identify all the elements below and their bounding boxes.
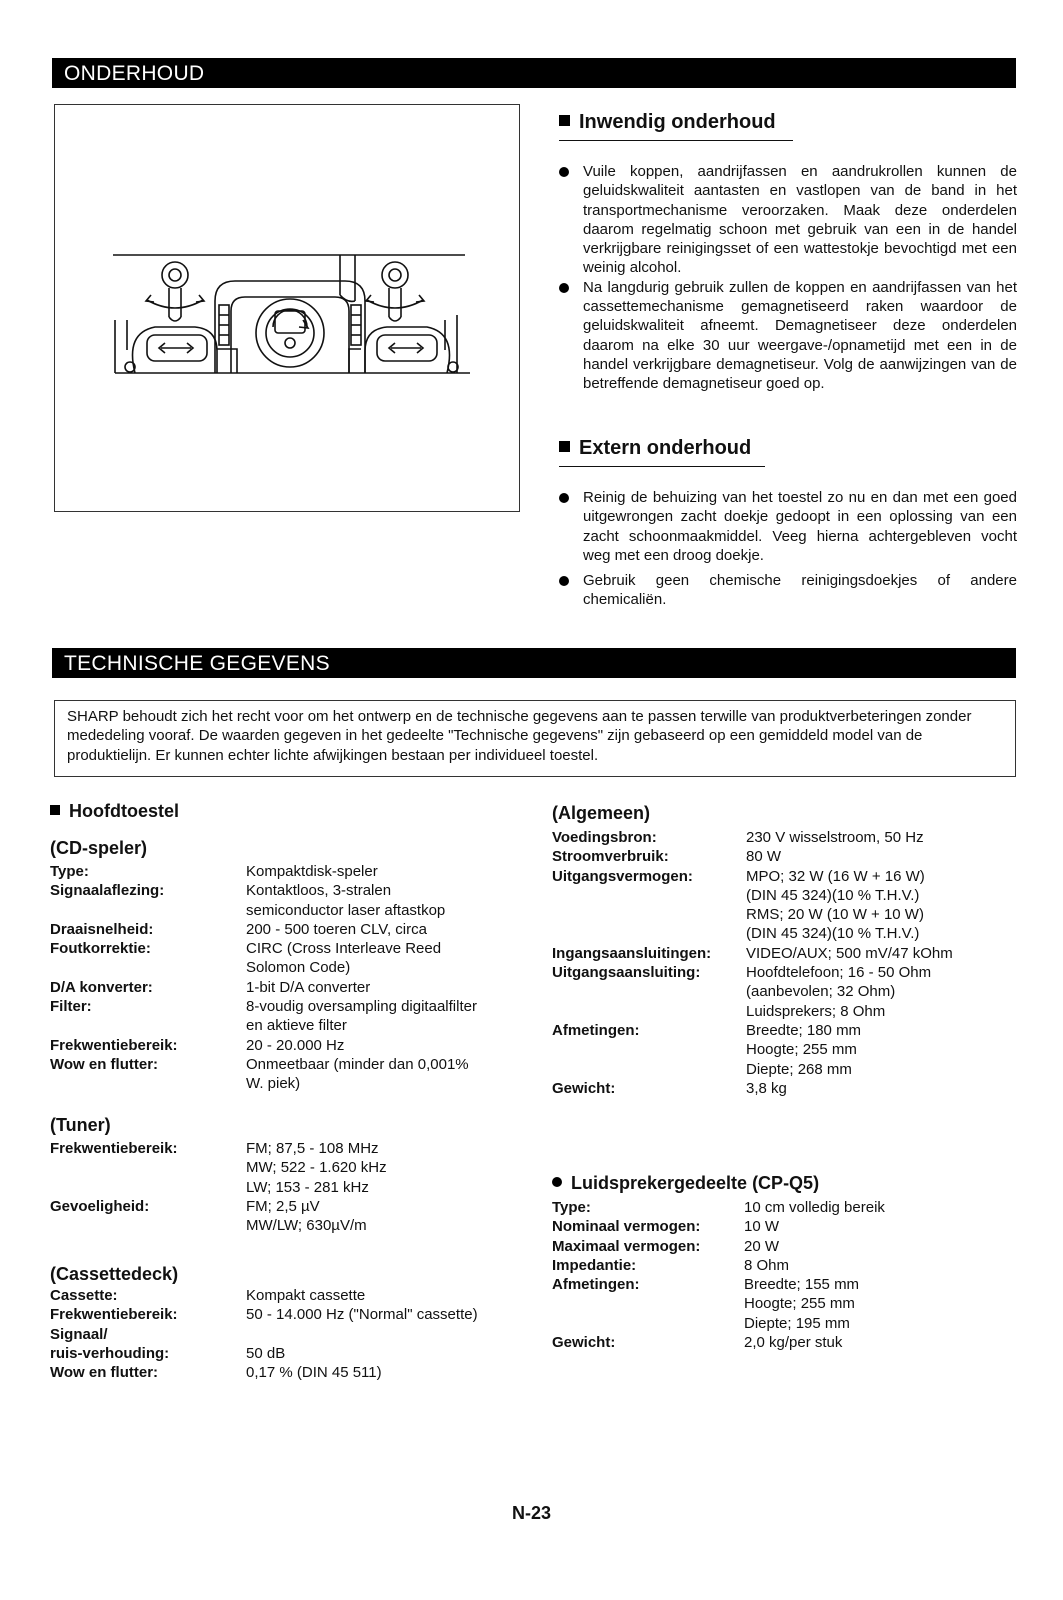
spec-row: [552, 1021, 1006, 1040]
internal-maintenance-list: [559, 162, 1017, 394]
spec-row: [552, 924, 1006, 943]
general-specs: [552, 828, 1006, 1098]
spec-value: 50 dB: [246, 1344, 286, 1362]
tape-heads-diagram: [55, 105, 521, 513]
spec-value: 8-voudig oversampling digitaalfilter en aktieve filter: [246, 998, 477, 1035]
spec-row: [50, 1216, 486, 1235]
spec-value: MW; 522 - 1.620 kHz: [246, 1159, 387, 1177]
spec-row: [552, 1040, 1006, 1059]
spec-label: Draaisnelheid:: [50, 920, 154, 938]
spec-value: LW; 153 - 281 kHz: [246, 1178, 369, 1196]
spec-value: Luidsprekers; 8 Ohm: [746, 1002, 886, 1020]
spec-value: MPO; 32 W (16 W + 16 W): [746, 867, 925, 885]
spec-row: [50, 862, 486, 881]
section-header-maintenance: ONDERHOUD: [52, 58, 1016, 88]
spec-value: Kompaktdisk-speler: [246, 863, 378, 880]
spec-value: RMS; 20 W (10 W + 10 W): [746, 906, 924, 924]
spec-row: [50, 1286, 486, 1305]
spec-row: [552, 944, 1006, 963]
spec-label: [50, 1158, 246, 1177]
general-title: (Algemeen): [552, 803, 651, 823]
square-bullet-icon: [559, 115, 570, 126]
spec-value: (DIN 45 324)(10 % T.H.V.): [746, 886, 920, 904]
square-bullet-icon: [559, 441, 570, 452]
spec-label: Frekwentiebereik:: [50, 1140, 178, 1157]
spec-label: Uitgangsaansluiting:: [552, 964, 701, 982]
spec-row: [552, 1002, 1006, 1021]
speaker-heading: [552, 1173, 819, 1194]
list-item-text: Na langdurig gebruik zullen de koppen en aandrijfassen van het cassettemechanisme gemagnetiseerd raken waardoor de geluidskwaliteit afneemt. Demagnetiseer deze onderdelen daarom na elke 30 uur weergave-/opnametijd met een in de handel verkrijgbare demagnetiseur. Volg de aanwijzingen van de betreffende demagnetiseur goed op.: [583, 278, 1017, 393]
spec-label: Maximaal vermogen:: [552, 1237, 701, 1255]
spec-value: 230 V wisselstroom, 50 Hz: [746, 829, 924, 846]
spec-value: 10 W: [744, 1218, 780, 1236]
spec-row: [552, 1314, 1004, 1333]
spec-value: MW/LW; 630µV/m: [246, 1217, 367, 1235]
cassette-deck-title: (Cassettedeck): [50, 1264, 179, 1284]
spec-value: Kontaktloos, 3-stralen semiconductor laser aftastkop: [246, 882, 446, 919]
spec-row: [50, 1158, 486, 1177]
spec-value: 200 - 500 toeren CLV, circa: [246, 920, 427, 938]
spec-value: 8 Ohm: [744, 1256, 790, 1274]
spec-value: [246, 1325, 486, 1344]
spec-value: Diepte; 268 mm: [746, 1060, 852, 1078]
spec-label: Impedantie:: [552, 1256, 637, 1274]
bullet-dot-icon: [559, 283, 569, 293]
tuner-specs: [50, 1139, 486, 1235]
square-bullet-icon: [50, 805, 60, 815]
spec-label: [552, 1314, 744, 1333]
list-item-text: Vuile koppen, aandrijfassen en aandrukrollen kunnen de geluidskwaliteit aantasten en vastlopen van de band in het transportmechanisme veroorzaken. Maak deze onderdelen daarom regelmatig schoon met gebruik van een in de handel verkrijgbare reinigingsset of een wattestokje bevochtigd met een weinig alcohol.: [583, 163, 1017, 277]
spec-value: 1-bit D/A converter: [246, 978, 371, 996]
spec-value: 50 - 14.000 Hz ("Normal" cassette): [246, 1306, 478, 1324]
spec-value: Onmeetbaar (minder dan 0,001% W. piek): [246, 1055, 469, 1093]
spec-label: [552, 1294, 744, 1313]
cd-player-title: (CD-speler): [50, 838, 148, 858]
spec-row: [552, 847, 1006, 866]
main-unit-heading-text: Hoofdtoestel: [69, 801, 179, 821]
spec-row: [50, 1197, 486, 1216]
bullet-dot-icon: [559, 493, 569, 503]
spec-label: Filter:: [50, 998, 92, 1016]
spec-label: ruis-verhouding:: [50, 1344, 170, 1362]
spec-label: Cassette:: [50, 1287, 118, 1304]
spec-value: Diepte; 195 mm: [744, 1314, 850, 1332]
spec-label: Foutkorrektie:: [50, 940, 151, 958]
spec-row: [552, 982, 1006, 1001]
list-item-text: Gebruik geen chemische reinigingsdoekjes of andere chemicaliën.: [583, 572, 1017, 609]
external-maintenance-heading: [559, 436, 765, 467]
spec-row: [50, 920, 486, 939]
section-header-specs: TECHNISCHE GEGEVENS: [52, 648, 1016, 678]
spec-row: [50, 1325, 486, 1344]
spec-label: [552, 1002, 746, 1021]
list-item: [559, 488, 1017, 565]
spec-label: [552, 1040, 746, 1059]
spec-label: Type:: [50, 863, 89, 880]
spec-label: Signaalaflezing:: [50, 882, 165, 900]
spec-row: [50, 939, 486, 978]
spec-value: (aanbevolen; 32 Ohm): [746, 983, 896, 1001]
speaker-specs: [552, 1198, 1004, 1352]
page-number: N-23: [511, 1503, 551, 1523]
main-unit-heading: [50, 801, 179, 822]
spec-value: Hoofdtelefoon; 16 - 50 Ohm: [746, 964, 932, 982]
spec-row: [50, 978, 486, 997]
spec-label: D/A konverter:: [50, 978, 153, 996]
notice-box: SHARP behoudt zich het recht voor om het ontwerp en de technische gegevens aan te passen terwille van produktverbeteringen zonder mededeling vooraf. De waarden gegeven in het gedeelte "Technische gegevens" zijn gebaseerd op een gemiddeld model van de produktielijn. Er kunnen echter lichte afwijkingen bestaan per individueel toestel.: [54, 700, 1016, 777]
tuner-title: (Tuner): [50, 1115, 111, 1135]
spec-row: [50, 1055, 486, 1094]
spec-row: [50, 1363, 486, 1382]
spec-value: Hoogte; 255 mm: [746, 1041, 857, 1059]
spec-value: 80 W: [746, 848, 782, 866]
spec-row: [552, 1275, 1004, 1294]
spec-label: Voedingsbron:: [552, 829, 657, 846]
bullet-dot-icon: [552, 1177, 562, 1187]
spec-row: [552, 963, 1006, 982]
spec-label: Signaal/: [50, 1325, 108, 1343]
spec-value: 0,17 % (DIN 45 511): [246, 1364, 382, 1382]
cassette-mechanism-illustration: [54, 104, 520, 512]
spec-value: 2,0 kg/per stuk: [744, 1334, 843, 1352]
spec-value: VIDEO/AUX; 500 mV/47 kOhm: [746, 944, 953, 962]
spec-value: 20 - 20.000 Hz: [246, 1036, 345, 1054]
spec-value: Hoogte; 255 mm: [744, 1295, 855, 1313]
bullet-dot-icon: [559, 167, 569, 177]
internal-maintenance-heading-text: Inwendig onderhoud: [579, 111, 776, 133]
spec-row: [552, 867, 1006, 886]
spec-row: [50, 1344, 486, 1363]
spec-label: Gewicht:: [552, 1079, 616, 1097]
spec-row: [552, 1256, 1004, 1275]
spec-value: (DIN 45 324)(10 % T.H.V.): [746, 925, 920, 943]
spec-row: [552, 905, 1006, 924]
spec-label: Ingangsaansluitingen:: [552, 944, 712, 962]
spec-label: [552, 924, 746, 943]
spec-value: FM; 87,5 - 108 MHz: [246, 1140, 379, 1157]
spec-value: CIRC (Cross Interleave Reed Solomon Code): [246, 940, 442, 977]
spec-value: 3,8 kg: [746, 1079, 787, 1097]
internal-maintenance-heading: [559, 110, 793, 141]
spec-value: 10 cm volledig bereik: [744, 1199, 885, 1216]
spec-label: Frekwentiebereik:: [50, 1036, 178, 1054]
spec-label: Stroomverbruik:: [552, 848, 669, 866]
spec-row: [50, 881, 486, 920]
spec-label: Frekwentiebereik:: [50, 1306, 178, 1324]
spec-row: [50, 1305, 486, 1324]
list-item: [559, 278, 1017, 394]
spec-value: FM; 2,5 µV: [246, 1197, 320, 1215]
spec-label: [50, 1216, 246, 1235]
spec-label: [552, 982, 746, 1001]
external-maintenance-list: [559, 488, 1017, 610]
spec-row: [552, 1217, 1004, 1236]
spec-row: [552, 886, 1006, 905]
spec-row: [552, 1198, 1004, 1217]
spec-row: [552, 1060, 1006, 1079]
spec-label: Type:: [552, 1199, 591, 1216]
spec-row: [552, 828, 1006, 847]
spec-row: [552, 1333, 1004, 1352]
spec-row: [50, 997, 486, 1036]
spec-value: 20 W: [744, 1237, 780, 1255]
spec-label: Afmetingen:: [552, 1276, 640, 1294]
spec-value: Breedte; 155 mm: [744, 1276, 860, 1294]
spec-label: Uitgangsvermogen:: [552, 867, 693, 885]
spec-row: [50, 1036, 486, 1055]
spec-label: [552, 886, 746, 905]
spec-value: Breedte; 180 mm: [746, 1021, 862, 1039]
cd-player-specs: [50, 862, 486, 1094]
spec-label: Nominaal vermogen:: [552, 1218, 701, 1236]
spec-label: [552, 1060, 746, 1079]
spec-label: Wow en flutter:: [50, 1364, 159, 1382]
spec-row: [50, 1139, 486, 1158]
speaker-heading-text: Luidsprekergedeelte (CP-Q5): [571, 1173, 820, 1193]
spec-label: Afmetingen:: [552, 1021, 640, 1039]
external-maintenance-heading-text: Extern onderhoud: [579, 437, 752, 459]
list-item-text: Reinig de behuizing van het toestel zo nu en dan met een goed uitgewrongen zacht doekje gedoopt in een oplossing van een zacht schoonmaakmiddel. Veeg hierna achtergebleven vocht weg met een droog doekje.: [583, 489, 1017, 564]
list-item: [559, 162, 1017, 278]
cassette-deck-specs: [50, 1286, 486, 1382]
bullet-dot-icon: [559, 576, 569, 586]
spec-label: Gewicht:: [552, 1334, 616, 1352]
spec-label: Gevoeligheid:: [50, 1197, 150, 1215]
spec-value: Kompakt cassette: [246, 1287, 366, 1304]
spec-row: [552, 1294, 1004, 1313]
spec-label: [50, 1178, 246, 1197]
spec-row: [50, 1178, 486, 1197]
list-item: [559, 571, 1017, 610]
spec-row: [552, 1237, 1004, 1256]
spec-label: [552, 905, 746, 924]
spec-row: [552, 1079, 1006, 1098]
spec-label: Wow en flutter:: [50, 1055, 159, 1073]
